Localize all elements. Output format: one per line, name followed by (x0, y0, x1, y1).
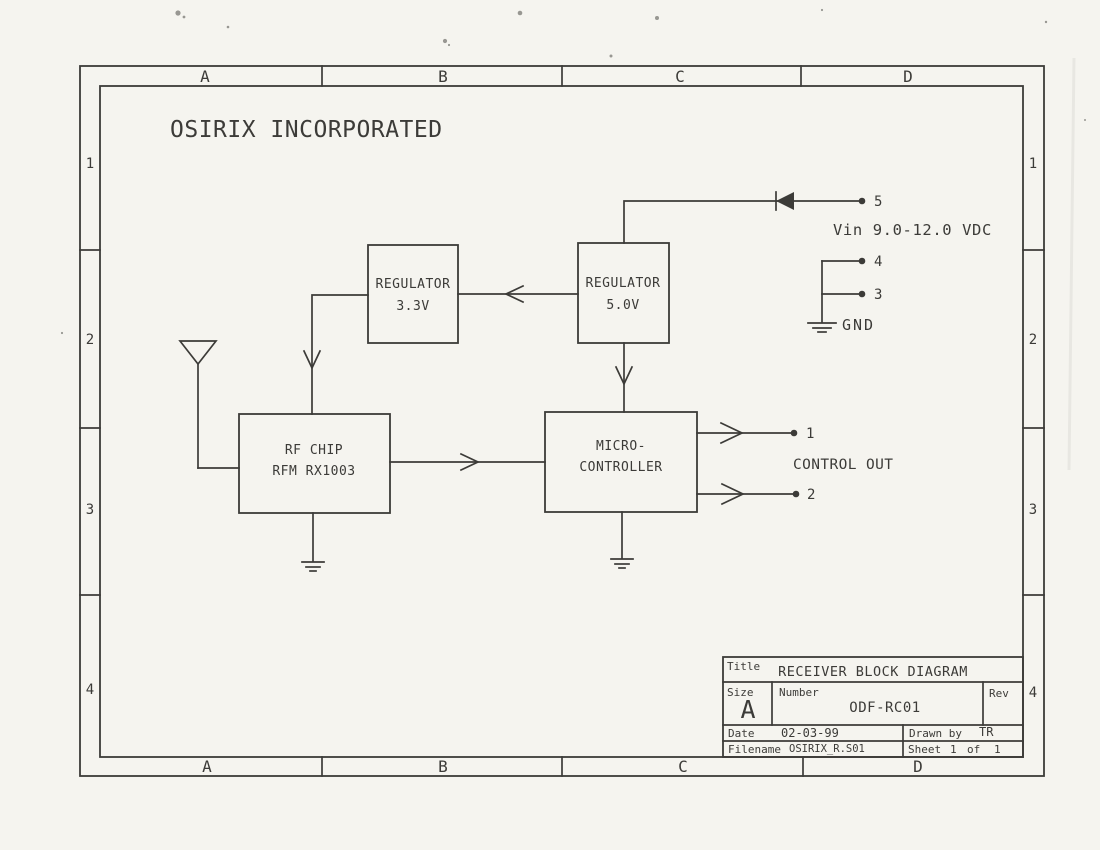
title-block (723, 657, 1023, 757)
zone-letter-bottom-d: D (913, 757, 923, 776)
title-field-label: Title (727, 660, 761, 673)
wire (624, 201, 862, 243)
regulator-33-label: REGULATOR (375, 277, 451, 292)
regulator-33-block (368, 245, 458, 343)
regulator-50-box (578, 243, 669, 343)
zone-number-left-4: 4 (85, 682, 95, 698)
gnd-label: GND (842, 316, 876, 334)
ground-icon (611, 559, 633, 568)
zone-number-right-1: 1 (1028, 156, 1038, 172)
rf-chip-label: RF CHIP (284, 443, 344, 458)
regulator-33-voltage: 3.3V (396, 299, 430, 314)
terminal-dot (859, 198, 866, 205)
zone-number-left-2: 2 (85, 332, 95, 348)
reg50-to-mcu (616, 343, 632, 412)
size-field-label: Size (727, 686, 754, 699)
pin-3-label: 3 (874, 287, 883, 303)
ground-icon (302, 562, 324, 571)
zone-letter-bottom-c: C (678, 757, 688, 776)
rf-ground (302, 513, 324, 571)
control-out-label: CONTROL OUT (793, 457, 894, 473)
sheet-number: 1 (950, 743, 957, 756)
control-outputs (697, 423, 893, 504)
sheet-field-label: Sheet (908, 743, 942, 756)
company-title: OSIRIX INCORPORATED (170, 117, 443, 143)
ground-icon (808, 323, 836, 332)
zone-number-right-4: 4 (1028, 685, 1038, 701)
date-value: 02-03-99 (781, 726, 839, 740)
vin-label: Vin 9.0-12.0 VDC (833, 221, 992, 239)
drawn-by-value: TR (979, 725, 994, 739)
zone-letter-top-d: D (903, 67, 913, 86)
diode-icon (776, 192, 794, 210)
reg50-to-reg33 (458, 286, 578, 302)
pin-1-label: 1 (806, 426, 815, 442)
rf-chip-part: RFM RX1003 (272, 464, 356, 479)
regulator-33-box (368, 245, 458, 343)
pin-2-label: 2 (807, 487, 816, 503)
number-value: ODF-RC01 (849, 700, 921, 716)
drawing-title: RECEIVER BLOCK DIAGRAM (778, 664, 968, 680)
terminal-dot (859, 258, 866, 265)
rf-to-mcu (390, 454, 545, 470)
terminal-dot (859, 291, 866, 298)
microcontroller-label-1: MICRO- (596, 439, 646, 454)
zone-letter-bottom-b: B (438, 757, 448, 776)
rf-chip-block (239, 414, 390, 513)
sheet-of-label: of (967, 743, 981, 756)
number-field-label: Number (779, 686, 819, 699)
size-value: A (740, 695, 756, 724)
reg33-to-rf (304, 295, 368, 414)
zone-letter-bottom-a: A (202, 757, 212, 776)
regulator-50-label: REGULATOR (585, 276, 661, 291)
mcu-ground (611, 512, 633, 568)
pin-4-label: 4 (874, 254, 883, 270)
zone-number-left-3: 3 (85, 502, 95, 518)
filename-value: OSIRIX_R.S01 (789, 743, 865, 755)
date-field-label: Date (728, 727, 755, 740)
microcontroller-label-2: CONTROLLER (579, 460, 663, 475)
microcontroller-block (545, 412, 697, 512)
zone-number-left-1: 1 (85, 156, 95, 172)
rev-field-label: Rev (989, 687, 1009, 700)
zone-number-right-3: 3 (1028, 502, 1038, 518)
zone-number-right-2: 2 (1028, 332, 1038, 348)
wire (312, 295, 368, 414)
power-input (624, 192, 992, 334)
zone-letter-top-b: B (438, 67, 448, 86)
regulator-50-block (578, 243, 669, 343)
drawn-by-field-label: Drawn by (909, 727, 962, 740)
regulator-50-voltage: 5.0V (606, 298, 640, 313)
zone-letter-top-c: C (675, 67, 685, 86)
zone-letter-top-a: A (200, 67, 210, 86)
antenna-icon (180, 341, 239, 468)
terminal-dot (793, 491, 800, 498)
filename-field-label: Filename (728, 743, 781, 756)
pin-5-label: 5 (874, 194, 883, 210)
sheet-total: 1 (994, 743, 1001, 756)
terminal-dot (791, 430, 798, 437)
scan-noise (61, 9, 1086, 470)
